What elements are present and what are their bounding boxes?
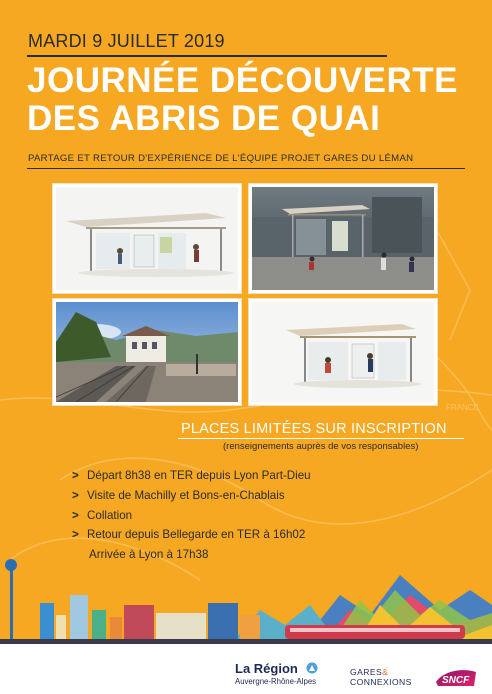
page-title: [27, 62, 458, 138]
schedule-item: [72, 489, 311, 509]
shelter-render-photo-1: [53, 184, 241, 293]
date-rule: [27, 55, 387, 57]
bullet-chevron-icon: >: [72, 469, 79, 482]
bullet-chevron-icon: >: [72, 508, 79, 522]
region-logo-name: La Région: [235, 661, 298, 676]
shelter-render-photo-2: [249, 184, 437, 293]
page-subtitle: PARTAGE ET RETOUR D'EXPÉRIENCE DE L'ÉQUIPE PROJET GARES DU LÉMAN: [28, 153, 414, 164]
sncf-logo-text: SNCF: [442, 675, 470, 686]
event-date: MARDI 9 JUILLET 2019: [28, 31, 225, 51]
schedule-item: [72, 528, 311, 548]
subtitle-rule: [27, 168, 465, 169]
region-logo: [235, 661, 316, 686]
sncf-logo: [434, 666, 478, 688]
bullet-chevron-icon: >: [72, 528, 79, 542]
schedule-item-text: Retour depuis Bellegarde en TER à 16h02: [87, 528, 306, 542]
title-line-2: DES ABRIS DE QUAI: [27, 99, 381, 138]
registration-title: PLACES LIMITÉES SUR INSCRIPTION: [181, 421, 447, 437]
skyline-illustration: [0, 555, 492, 645]
gares-connexions-logo: [350, 667, 412, 687]
map-label-france: FRANCE: [446, 403, 479, 412]
station-photo: [53, 299, 241, 405]
region-logo-subtitle: Auvergne-Rhône-Alpes: [235, 677, 317, 686]
schedule-item-text: Collation: [87, 508, 133, 522]
gc-line-1: GARES: [350, 667, 383, 677]
gc-line-2: CONNEXIONS: [350, 677, 412, 687]
registration-note: (renseignements auprès de vos responsables): [223, 441, 419, 452]
title-line-1: JOURNÉE DÉCOUVERTE: [27, 61, 459, 100]
registration-rule: [178, 438, 464, 439]
gc-ampersand: &: [382, 667, 389, 677]
schedule-item-text: Visite de Machilly et Bons-en-Chablais: [87, 488, 285, 502]
arrival-time: Arrivée à Lyon à 17h38: [89, 548, 209, 561]
schedule-item: [72, 469, 311, 489]
schedule-item: [72, 509, 311, 529]
shelter-render-photo-3: [249, 299, 437, 405]
schedule-item-text: Départ 8h38 en TER depuis Lyon Part-Dieu: [87, 469, 311, 482]
schedule-list: [72, 469, 311, 548]
bullet-chevron-icon: >: [72, 488, 79, 502]
region-triangle-icon: [306, 662, 318, 674]
